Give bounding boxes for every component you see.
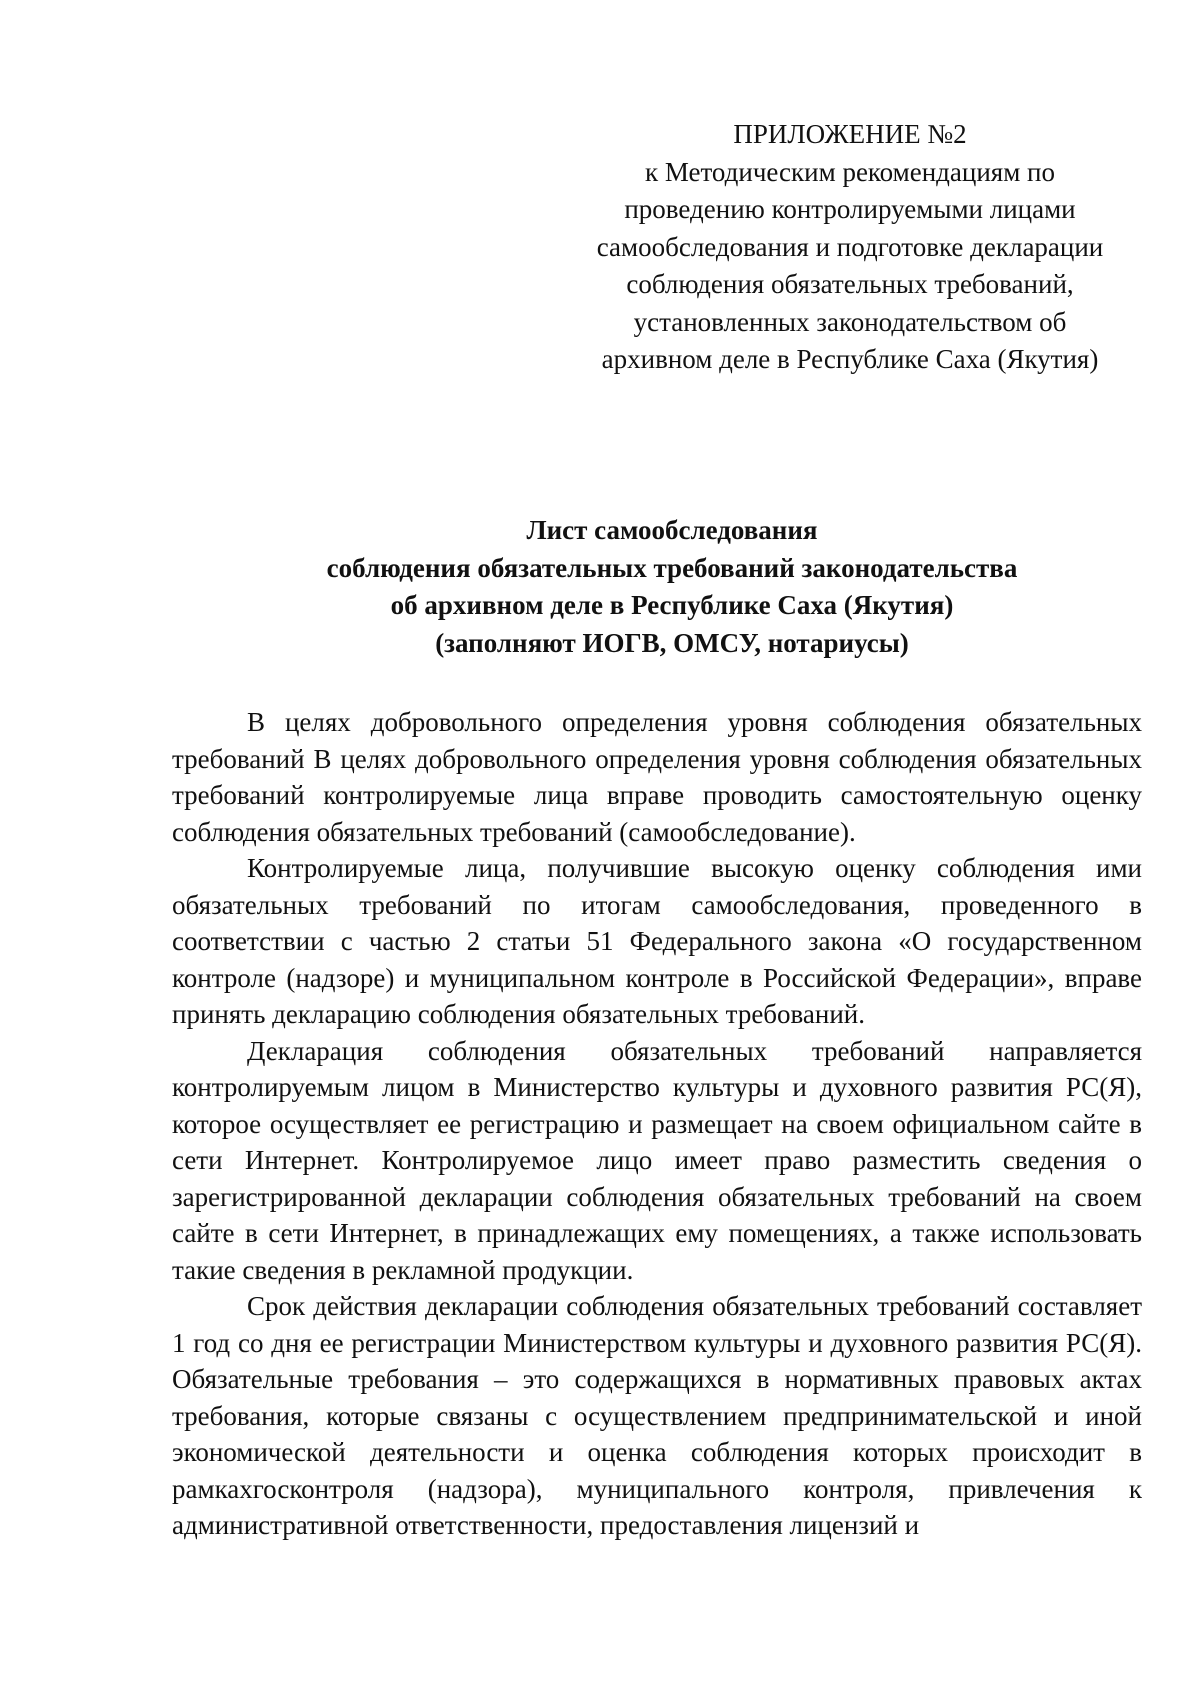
appendix-line: архивном деле в Республике Саха (Якутия) xyxy=(601,344,1099,374)
title-line: об архивном деле в Республике Саха (Якутия) xyxy=(390,590,954,620)
appendix-line: к Методическим рекомендациям по xyxy=(644,156,1056,187)
title-line: (заполняют ИОГВ, ОМСУ, нотариусы) xyxy=(435,627,909,658)
document-body xyxy=(172,704,1142,1544)
document-title xyxy=(172,512,1172,662)
appendix-line: проведению контролируемыми лицами xyxy=(624,194,1076,224)
appendix-line: ПРИЛОЖЕНИЕ №2 xyxy=(733,119,967,149)
body-paragraph: В целях добровольного определения уровня соблюдения обязательных требований В целях добровольного определения уровня соблюдения обязательных требований контролируемые лица вправе проводить самостоятельную оценку соблюдения обязательных требований (самообследование). xyxy=(172,707,1142,847)
appendix-line: соблюдения обязательных требований, xyxy=(626,269,1074,299)
title-line: соблюдения обязательных требований законодательства xyxy=(326,552,1018,583)
title-line: Лист самообследования xyxy=(526,515,818,545)
appendix-line: самообследования и подготовке декларации xyxy=(596,231,1104,262)
appendix-line: установленных законодательством об xyxy=(633,306,1067,337)
body-paragraph: Срок действия декларации соблюдения обязательных требований составляет 1 год со дня ее регистрации Министерством культуры и духовного развития РС(Я). Обязательные требования – это содержащихся в нормативных правовых актах требования, которые связаны с осуществлением предпринимательской и иной экономической деятельности и оценка соблюдения которых происходит в рамкахгосконтроля (надзора), муниципального контроля, привлечения к административной ответственности, предоставления лицензий и xyxy=(172,1291,1142,1540)
body-paragraph: Контролируемые лица, получившие высокую оценку соблюдения ими обязательных требований по итогам самообследования, проведенного в соответствии с частью 2 статьи 51 Федерального закона «О государственном контроле (надзоре) и муниципальном контроле в Российской Федерации», вправе принять декларацию соблюдения обязательных требований. xyxy=(172,853,1142,1029)
appendix-header xyxy=(580,116,1120,379)
body-paragraph: Декларация соблюдения обязательных требований направляется контролируемым лицом в Министерство культуры и духовного развития РС(Я), которое осуществляет ее регистрацию и размещает на своем официальном сайте в сети Интернет. Контролируемое лицо имеет право разместить сведения о зарегистрированной декларации соблюдения обязательных требований на своем сайте в сети Интернет, в принадлежащих ему помещениях, а также использовать такие сведения в рекламной продукции. xyxy=(172,1035,1142,1285)
